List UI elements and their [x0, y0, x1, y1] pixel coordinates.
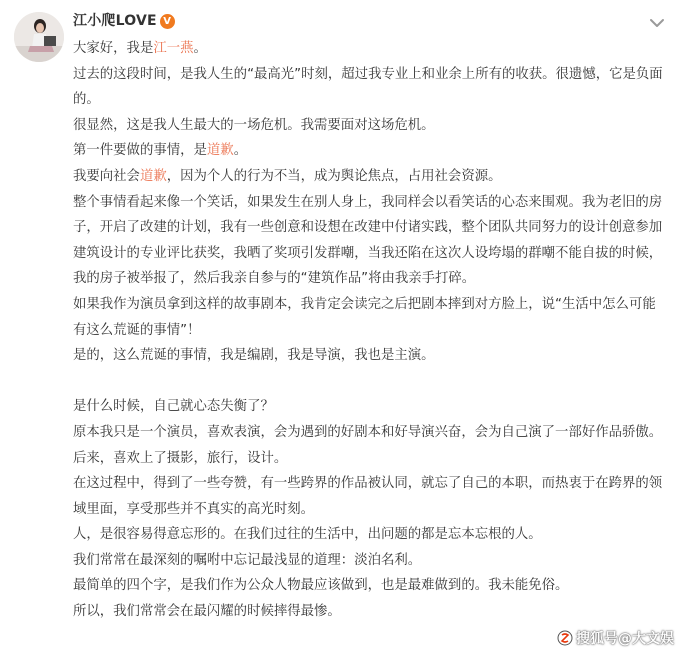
topic-link-apology[interactable]: 道歉: [139, 168, 167, 184]
post-paragraph: 我们常常在最深刻的嘱咐中忘记最浅显的道理：淡泊名利。: [73, 552, 422, 568]
watermark-text: 搜狐号@大文娱: [576, 631, 674, 647]
post-paragraph: 很显然，这是我人生最大的一场危机。我需要面对这场危机。: [73, 117, 435, 133]
post-paragraph: 最简单的四个字，是我们作为公众人物最应该做到，也是最难做到的。我未能免俗。: [73, 578, 569, 594]
post-paragraph: 过去的这段时间，是我人生的“最高光”时刻，超过我专业上和业余上所有的收获。很遗憾，它是负面的。: [73, 66, 663, 108]
sohu-logo-icon: [557, 630, 573, 646]
verified-badge-icon: V: [160, 14, 175, 29]
avatar-photo-icon: [14, 12, 64, 62]
post-paragraph: 是什么时候，自己就心态失衡了？: [73, 399, 274, 415]
username[interactable]: [73, 11, 175, 31]
post-paragraph: 大家好，我是江一燕。: [73, 41, 207, 56]
chevron-down-icon[interactable]: [648, 14, 666, 32]
post-paragraph: 原本我只是一个演员，喜欢表演，会为遇到的好剧本和好导演兴奋，会为自己演了一部好作品骄傲。: [73, 424, 663, 440]
watermark: [557, 628, 674, 648]
username-text[interactable]: 江小爬LOVE: [73, 13, 157, 29]
post-paragraph: 人，是很容易得意忘形的。在我们过往的生活中，出问题的都是忘本忘根的人。: [73, 527, 542, 543]
post-paragraph: 所以，我们常常会在最闪耀的时候摔得最惨。: [73, 604, 341, 620]
topic-link-apology[interactable]: 道歉: [206, 143, 234, 159]
avatar[interactable]: [14, 12, 64, 62]
post-paragraph: 在这过程中，得到了一些夸赞，有一些跨界的作品被认同，就忘了自己的本职，而热衷于在跨界的领域里面，享受那些并不真实的高光时刻。: [73, 476, 663, 517]
post-content: [73, 36, 663, 625]
post-paragraph: 整个事情看起来像一个笑话，如果发生在别人身上，我同样会以看笑话的心态来围观。我为老旧的房子，开启了改建的计划，我有一些创意和设想在改建中付诸实践，整个团队共同努力的设计创意参加建筑设计的专业评比获奖，我晒了奖项引发群嘲，当我还陷在这次人设垮塌的群嘲不能自拔的时候，我的房子被举报了，然后我亲自参与的“建筑作品”将由我亲手打碎。: [73, 194, 663, 287]
post-paragraph: 如果我作为演员拿到这样的故事剧本，我肯定会读完之后把剧本摔到对方脸上，说“生活中怎么可能有这么荒诞的事情”！: [73, 296, 656, 338]
paragraph-gap: [73, 369, 663, 395]
post-paragraph: 第一件要做的事情，是道歉。: [73, 143, 248, 159]
highlight-name[interactable]: 江一燕: [153, 41, 194, 56]
post-paragraph: 后来，喜欢上了摄影，旅行，设计。: [73, 450, 288, 466]
post-paragraph: 我要向社会道歉，因为个人的行为不当，成为舆论焦点，占用社会资源。: [73, 168, 502, 184]
post-paragraph: 是的，这么荒诞的事情，我是编剧，我是导演，我也是主演。: [73, 348, 435, 364]
